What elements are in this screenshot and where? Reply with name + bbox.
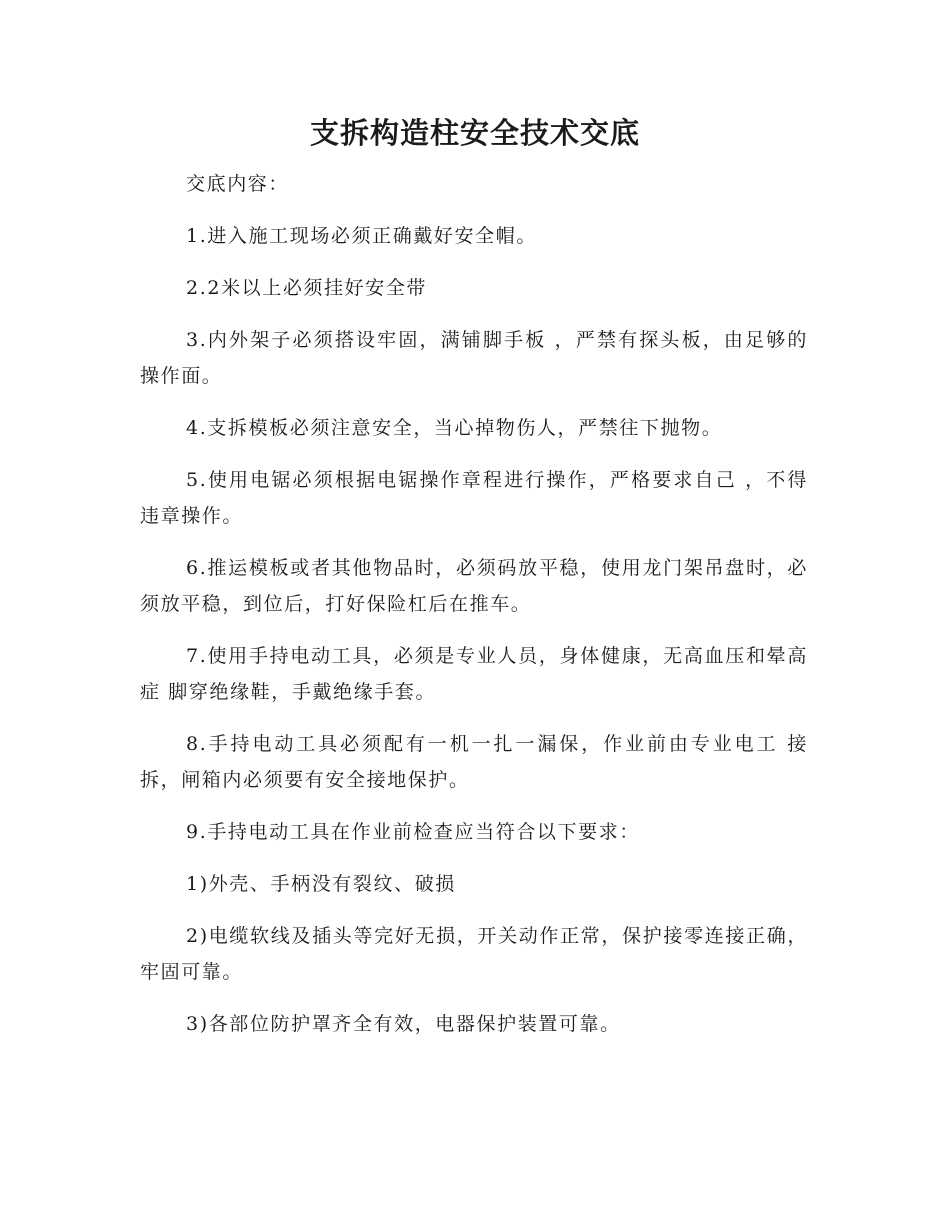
- paragraph-subitem-1: 1)外壳、手柄没有裂纹、破损: [186, 873, 456, 895]
- paragraph-item-4: 4.支拆模板必须注意安全，当心掉物伤人，严禁往下抛物。: [186, 417, 723, 439]
- paragraph-subitem-2: 2)电缆软线及插头等完好无损，开关动作正常，保护接零连接正确，牢固可靠。: [140, 925, 808, 983]
- paragraph-item-8: 8.手持电动工具必须配有一机一扎一漏保，作业前由专业电工 接拆，闸箱内必须要有安全接地保护。: [140, 733, 808, 791]
- paragraph-subitem-3: 3)各部位防护罩齐全有效，电器保护装置可靠。: [186, 1013, 621, 1035]
- paragraph-item-1: 1.进入施工现场必须正确戴好安全帽。: [186, 225, 537, 247]
- paragraph-item-7: 7.使用手持电动工具，必须是专业人员，身体健康，无高血压和晕高症 脚穿绝缘鞋，手戴绝缘手套。: [140, 645, 808, 703]
- paragraph-item-6: 6.推运模板或者其他物品时，必须码放平稳，使用龙门架吊盘时，必须放平稳，到位后，打好保险杠后在推车。: [140, 557, 808, 615]
- paragraph-item-2: 2.2米以上必须挂好安全带: [186, 277, 428, 299]
- document-body: [140, 166, 808, 1058]
- paragraph-item-5: 5.使用电锯必须根据电锯操作章程进行操作，严格要求自己 ，不得违章操作。: [140, 469, 808, 527]
- document-title: 支拆构造柱安全技术交底: [309, 116, 640, 150]
- paragraph-item-9: 9.手持电动工具在作业前检查应当符合以下要求：: [186, 821, 640, 843]
- paragraph-item-3: 3.内外架子必须搭设牢固，满铺脚手板 ，严禁有探头板，由足够的操作面。: [140, 329, 808, 387]
- paragraph-intro: 交底内容：: [186, 173, 290, 195]
